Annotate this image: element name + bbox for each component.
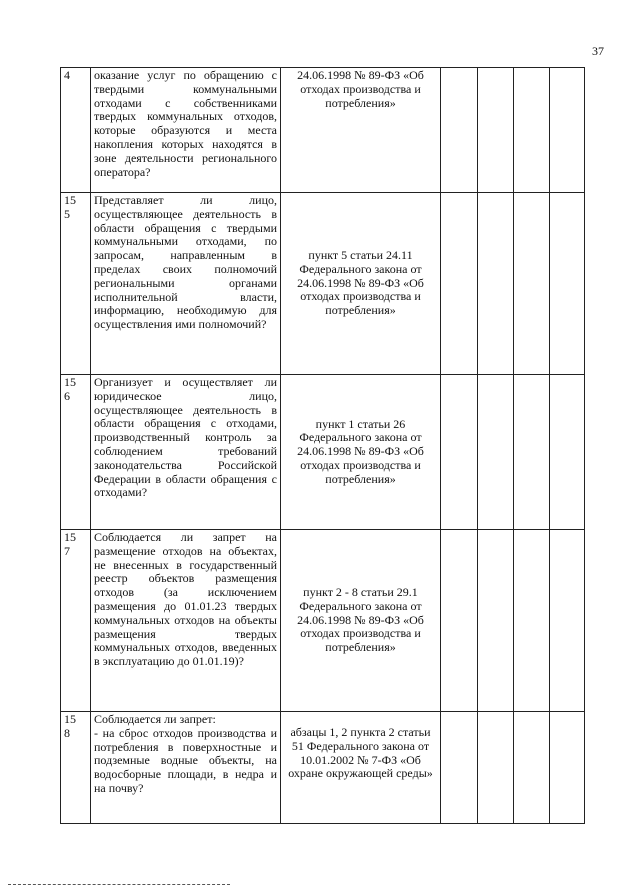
answer-no-cell[interactable] (478, 712, 514, 824)
table-row (61, 530, 585, 712)
answer-na-cell[interactable] (514, 712, 550, 824)
answer-na-cell[interactable] (514, 193, 550, 375)
answer-no-cell[interactable] (478, 530, 514, 712)
question-cell: Организует и осуществляет ли юридическое лицо, осуществляющее деятельность в области обращения с отходами, производственный контроль за соблюдением требований законодательства Российской Федерации в области обращения с отходами? (91, 375, 281, 530)
table-row (61, 68, 585, 193)
answer-no-cell[interactable] (478, 193, 514, 375)
answer-na-cell[interactable] (514, 68, 550, 193)
table-row (61, 375, 585, 530)
legal-reference-cell: пункт 2 - 8 статьи 29.1 Федерального закона от 24.06.1998 № 89-ФЗ «Об отходах производства и потребления» (281, 530, 441, 712)
question-cell: Соблюдается ли запрет: - на сброс отходов производства и потребления в поверхностные и подземные водные объекты, на водосборные площади, в недра и на почву? (91, 712, 281, 824)
answer-yes-cell[interactable] (441, 375, 478, 530)
answer-yes-cell[interactable] (441, 712, 478, 824)
table-row (61, 193, 585, 375)
legal-reference-cell: пункт 1 статьи 26 Федерального закона от 24.06.1998 № 89-ФЗ «Об отходах производства и потребления» (281, 375, 441, 530)
answer-yes-cell[interactable] (441, 530, 478, 712)
row-number: 15 5 (61, 193, 91, 375)
row-number: 15 6 (61, 375, 91, 530)
note-cell[interactable] (550, 375, 585, 530)
legal-reference-cell: абзацы 1, 2 пункта 2 статьи 51 Федерального закона от 10.01.2002 № 7-ФЗ «Об охране окружающей среды» (281, 712, 441, 824)
row-number: 15 8 (61, 712, 91, 824)
answer-na-cell[interactable] (514, 530, 550, 712)
legal-reference-cell: 24.06.1998 № 89-ФЗ «Об отходах производства и потребления» (281, 68, 441, 193)
answer-yes-cell[interactable] (441, 193, 478, 375)
note-cell[interactable] (550, 712, 585, 824)
legal-reference-cell: пункт 5 статьи 24.11 Федерального закона от 24.06.1998 № 89-ФЗ «Об отходах производства и потребления» (281, 193, 441, 375)
note-cell[interactable] (550, 68, 585, 193)
page-number: 37 (592, 44, 604, 58)
answer-no-cell[interactable] (478, 68, 514, 193)
answer-no-cell[interactable] (478, 375, 514, 530)
answer-yes-cell[interactable] (441, 68, 478, 193)
row-number: 15 7 (61, 530, 91, 712)
question-cell: Представляет ли лицо, осуществляющее деятельность в области обращения с твердыми коммунальными отходами, по запросам, направленным в пределах своих полномочий региональными органами исполнительной власти, информацию, необходимую для осуществления ими полномочий? (91, 193, 281, 375)
checklist-table (60, 67, 585, 824)
note-cell[interactable] (550, 193, 585, 375)
page-bottom-rule (8, 884, 230, 885)
row-number: 4 (61, 68, 91, 193)
question-cell: оказание услуг по обращению с твердыми коммунальными отходами с собственниками твердых коммунальных отходов, которые образуются и места накопления которых находятся в зоне деятельности регионального оператора? (91, 68, 281, 193)
question-cell: Соблюдается ли запрет на размещение отходов на объектах, не внесенных в государственный реестр объектов размещения отходов (за исключением размещения до 01.01.23 твердых коммунальных отходов на объекты размещения твердых коммунальных отходов, введенных в эксплуатацию до 01.01.19)? (91, 530, 281, 712)
answer-na-cell[interactable] (514, 375, 550, 530)
table-row (61, 712, 585, 824)
note-cell[interactable] (550, 530, 585, 712)
